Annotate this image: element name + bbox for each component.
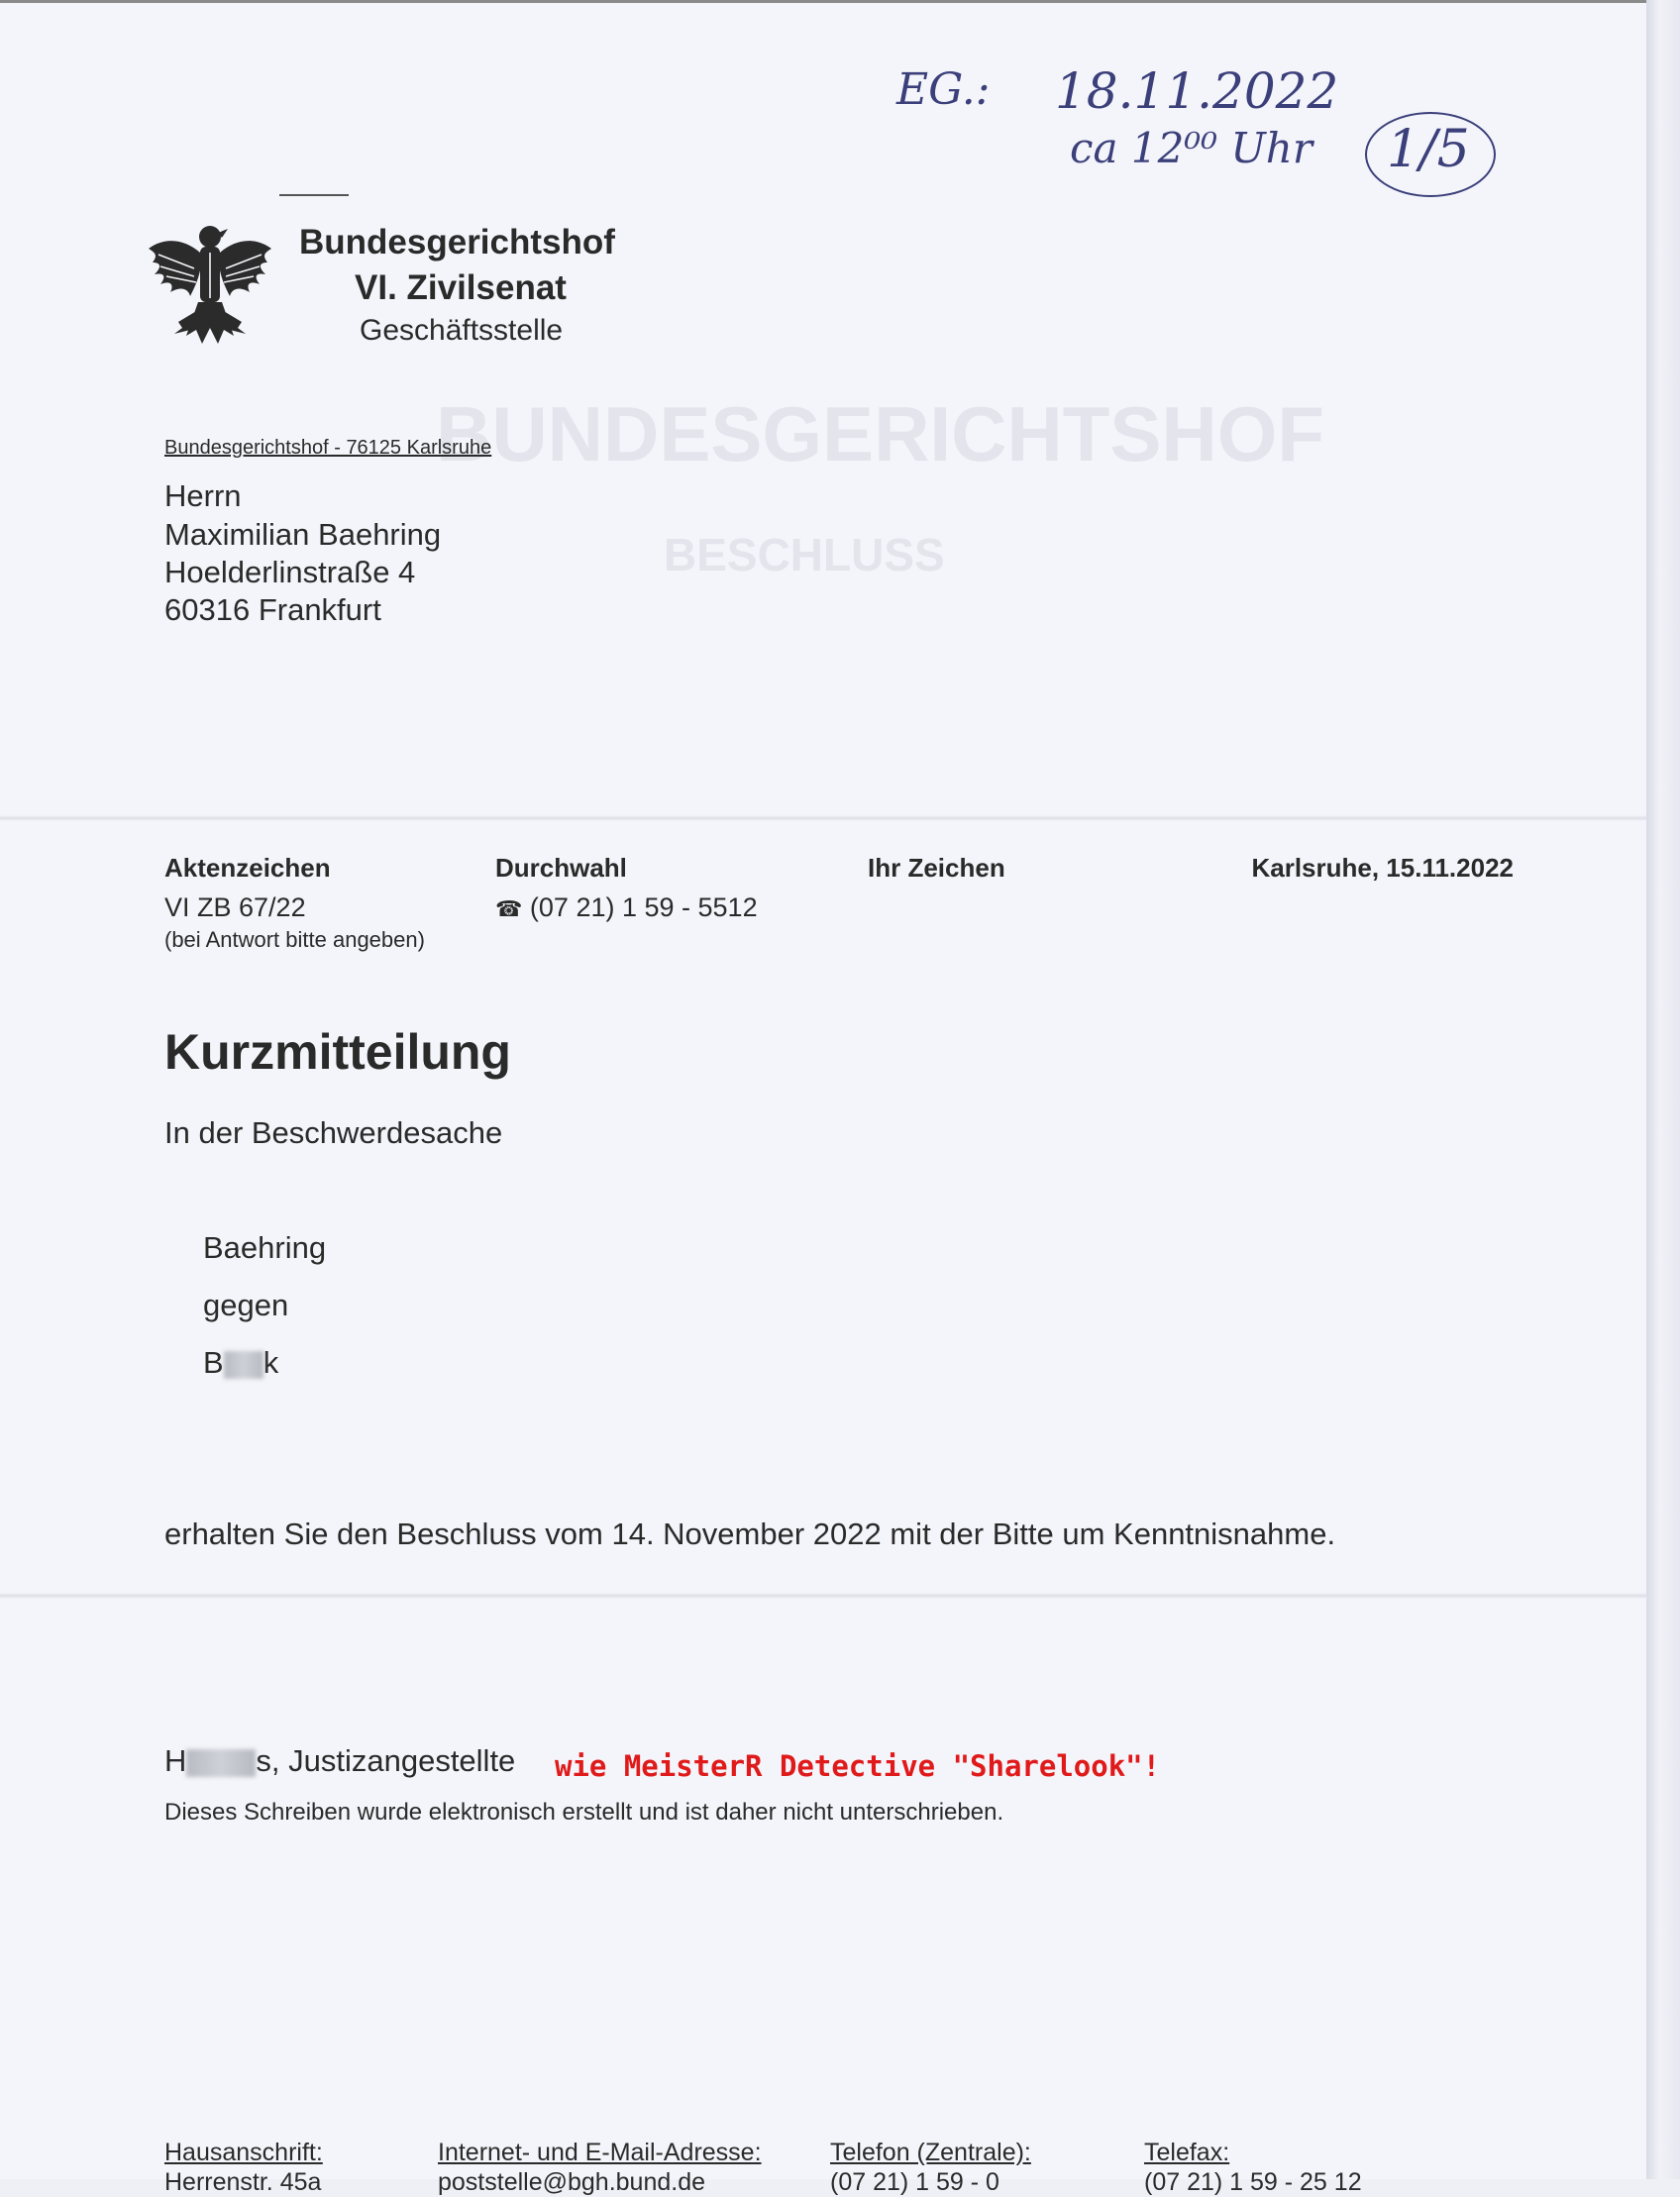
handwritten-received-date: 18.11.2022 bbox=[1055, 62, 1339, 120]
paper-fold bbox=[0, 1593, 1646, 1599]
redaction-block bbox=[224, 1351, 263, 1379]
footer-web-label: Internet- und E-Mail-Adresse: bbox=[438, 2139, 762, 2166]
footer-address-value: Herrenstr. 45a bbox=[164, 2168, 322, 2196]
handwritten-page-count: 1/5 bbox=[1387, 120, 1470, 179]
pen-mark bbox=[279, 194, 349, 196]
versus-text: gegen bbox=[203, 1288, 289, 1322]
aktenzeichen-label: Aktenzeichen bbox=[164, 853, 331, 883]
intro-text: In der Beschwerdesache bbox=[164, 1115, 503, 1150]
footer-fax-value: (07 21) 1 59 - 25 12 bbox=[1144, 2168, 1362, 2196]
court-name: Bundesgerichtshof bbox=[299, 223, 615, 262]
document-title: Kurzmitteilung bbox=[164, 1024, 511, 1080]
place-date: Karlsruhe, 15.11.2022 bbox=[1251, 853, 1514, 883]
show-through-text: BESCHLUSS bbox=[664, 529, 945, 580]
ihr-zeichen-label: Ihr Zeichen bbox=[868, 853, 1005, 883]
show-through-text: BUNDESGERICHTSHOF bbox=[436, 390, 1325, 477]
footer-phone-value: (07 21) 1 59 - 0 bbox=[830, 2168, 999, 2196]
recipient-city: 60316 Frankfurt bbox=[164, 592, 381, 627]
aktenzeichen-note: (bei Antwort bitte angeben) bbox=[164, 927, 425, 952]
party-plaintiff: Baehring bbox=[203, 1230, 327, 1265]
electronic-note: Dieses Schreiben wurde elektronisch erstellt und ist daher nicht unterschrieben. bbox=[164, 1799, 1004, 1826]
recipient-street: Hoelderlinstraße 4 bbox=[164, 555, 416, 589]
handwritten-received-time: ca 12⁰⁰ Uhr bbox=[1070, 124, 1312, 172]
durchwahl-value: (07 21) 1 59 - 5512 bbox=[529, 892, 758, 922]
telephone-icon: ☎ bbox=[495, 896, 523, 921]
party-defendant-initial: B bbox=[203, 1345, 224, 1380]
footer-web-value: poststelle@bgh.bund.de bbox=[438, 2168, 706, 2196]
sender-return-address: Bundesgerichtshof - 76125 Karlsruhe bbox=[164, 437, 492, 459]
recipient-name: Maximilian Baehring bbox=[164, 517, 442, 552]
durchwahl-line bbox=[495, 892, 758, 923]
party-defendant-tail: k bbox=[262, 1345, 279, 1380]
footer-address-label: Hausanschrift: bbox=[164, 2139, 323, 2166]
paper-fold bbox=[0, 815, 1646, 821]
footer-phone-label: Telefon (Zentrale): bbox=[830, 2139, 1031, 2166]
aktenzeichen-value: VI ZB 67/22 bbox=[164, 892, 306, 922]
scan-edge bbox=[1646, 0, 1680, 2179]
party-defendant bbox=[203, 1345, 278, 1381]
signer-initial: H bbox=[164, 1743, 187, 1778]
signer-title: s, Justizangestellte bbox=[256, 1743, 516, 1778]
federal-eagle-emblem bbox=[145, 219, 275, 352]
senate-name: VI. Zivilsenat bbox=[355, 268, 567, 307]
footer-fax-label: Telefax: bbox=[1144, 2139, 1230, 2166]
red-annotation: wie MeisterR Detective "Sharelook"! bbox=[555, 1749, 1161, 1783]
message-text: erhalten Sie den Beschluss vom 14. November 2022 mit der Bitte um Kenntnisnahme. bbox=[164, 1517, 1336, 1551]
handwritten-received-label: EG.: bbox=[896, 64, 991, 115]
recipient-salutation: Herrn bbox=[164, 478, 242, 513]
signer-line bbox=[164, 1743, 515, 1779]
durchwahl-label: Durchwahl bbox=[495, 853, 627, 883]
redaction-block bbox=[186, 1749, 256, 1777]
office-name: Geschäftsstelle bbox=[360, 314, 564, 347]
